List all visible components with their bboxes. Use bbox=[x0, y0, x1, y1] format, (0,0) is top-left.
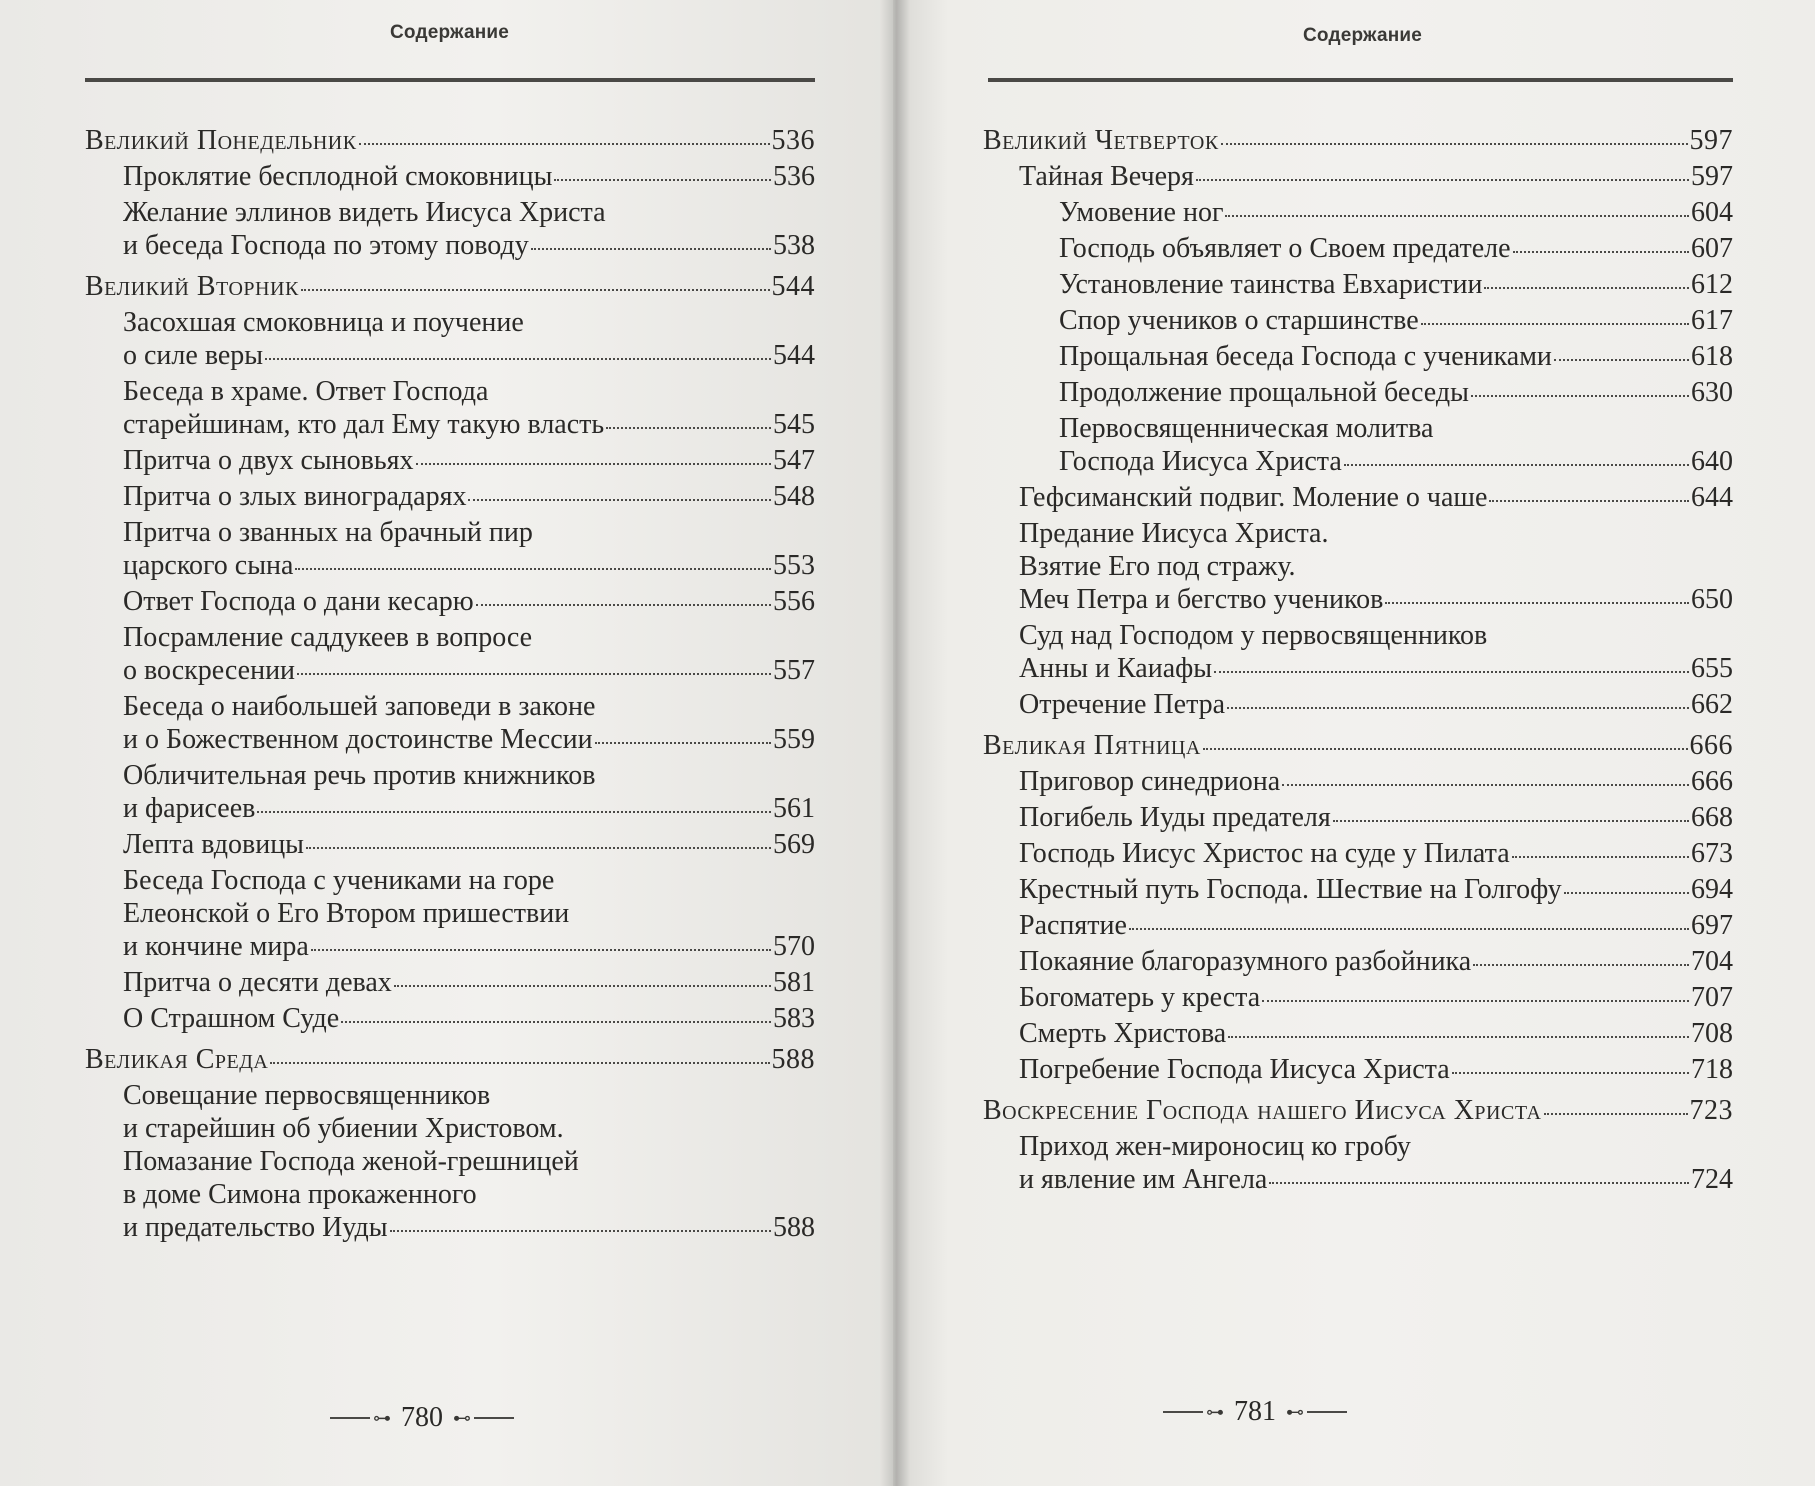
toc-entry-line: Посрамление саддукеев в вопросе bbox=[123, 622, 533, 653]
toc-entry-title: Покаяние благоразумного разбойника bbox=[1019, 946, 1472, 977]
dot-leader bbox=[1473, 964, 1689, 966]
dot-leader bbox=[1385, 602, 1689, 604]
toc-page-number: 544 bbox=[773, 340, 815, 371]
toc-section bbox=[983, 729, 1733, 762]
toc-page-number: 553 bbox=[773, 550, 815, 581]
dot-leader bbox=[311, 949, 771, 951]
dot-leader bbox=[265, 358, 771, 360]
toc-page-number: 694 bbox=[1691, 874, 1733, 905]
toc-entry-title: Погребение Господа Иисуса Христа bbox=[1019, 1054, 1450, 1085]
left-page bbox=[0, 0, 893, 1486]
ornament-right-a: ⊶ bbox=[1163, 1402, 1224, 1423]
toc-entry-title: Спор учеников о старшинстве bbox=[1059, 305, 1419, 336]
toc-entry-title: Распятие bbox=[1019, 910, 1127, 941]
toc-entry-title: и о Божественном достоинстве Мессии bbox=[123, 724, 593, 755]
toc-page-number: 544 bbox=[771, 271, 815, 302]
toc-page-number: 673 bbox=[1691, 838, 1733, 869]
dot-leader bbox=[1471, 395, 1689, 397]
toc-entry-title: Господь Иисус Христос на суде у Пилата bbox=[1019, 838, 1510, 869]
toc-entry-line: Приход жен-мироносиц ко гробу bbox=[1019, 1131, 1411, 1162]
toc-page-number: 561 bbox=[773, 793, 815, 824]
toc-entry-title: Прощальная беседа Господа с учениками bbox=[1059, 341, 1552, 372]
toc-right bbox=[983, 124, 1733, 1196]
toc-entry-title: Погибель Иуды предателя bbox=[1019, 802, 1331, 833]
running-head-right: Содержание bbox=[1303, 25, 1423, 46]
dot-leader bbox=[1225, 215, 1689, 217]
dot-leader bbox=[301, 289, 770, 291]
toc-page-number: 630 bbox=[1691, 377, 1733, 408]
dot-leader bbox=[1262, 1000, 1689, 1002]
toc-entry-title: Великая Пятница bbox=[983, 730, 1201, 761]
dot-leader bbox=[606, 427, 771, 429]
toc-entry-title: Меч Петра и бегство учеников bbox=[1019, 584, 1384, 615]
toc-entry bbox=[85, 375, 815, 441]
toc-page-number: 644 bbox=[1691, 482, 1733, 513]
dot-leader bbox=[1221, 143, 1688, 145]
toc-entry bbox=[983, 765, 1733, 798]
toc-page-number: 666 bbox=[1689, 730, 1733, 761]
toc-page-number: 655 bbox=[1691, 653, 1733, 684]
dot-leader bbox=[595, 742, 771, 744]
toc-entry-line: Засохшая смоковница и поучение bbox=[123, 307, 524, 338]
toc-entry-title: и кончине мира bbox=[123, 931, 309, 962]
toc-entry-title: Приговор синедриона bbox=[1019, 766, 1281, 797]
page-number-left: 780 bbox=[401, 1402, 443, 1433]
toc-entry-title: Анны и Каиафы bbox=[1019, 653, 1213, 684]
toc-entry bbox=[85, 828, 815, 861]
toc-left bbox=[85, 124, 815, 1244]
toc-section bbox=[85, 270, 815, 303]
toc-entry-line: Обличительная речь против книжников bbox=[123, 760, 596, 791]
dot-leader bbox=[468, 499, 771, 501]
toc-entry bbox=[85, 444, 815, 477]
toc-page-number: 538 bbox=[773, 230, 815, 261]
toc-page-number: 650 bbox=[1691, 584, 1733, 615]
toc-entry-title: О Страшном Суде bbox=[123, 1003, 340, 1034]
toc-entry bbox=[983, 481, 1733, 514]
running-head-left: Содержание bbox=[390, 22, 510, 43]
toc-entry-title: Гефсиманский подвиг. Моление о чаше bbox=[1019, 482, 1488, 513]
ornament-right-b: ⊷ bbox=[1286, 1402, 1347, 1423]
dot-leader bbox=[1513, 251, 1689, 253]
toc-entry bbox=[983, 304, 1733, 337]
dot-leader bbox=[1564, 892, 1689, 894]
dot-leader bbox=[306, 847, 771, 849]
toc-entry bbox=[983, 873, 1733, 906]
dot-leader bbox=[297, 673, 771, 675]
toc-entry bbox=[983, 1053, 1733, 1086]
toc-page-number: 640 bbox=[1691, 446, 1733, 477]
dot-leader bbox=[1452, 1072, 1689, 1074]
toc-entry-title: Воскресение Господа нашего Иисуса Христа bbox=[983, 1095, 1542, 1126]
toc-entry-title: Продолжение прощальной беседы bbox=[1059, 377, 1469, 408]
dot-leader bbox=[1228, 1036, 1689, 1038]
book-gutter bbox=[880, 0, 910, 1486]
toc-page-number: 581 bbox=[773, 967, 815, 998]
dot-leader bbox=[1333, 820, 1689, 822]
toc-page-number: 618 bbox=[1691, 341, 1733, 372]
dot-leader bbox=[1554, 359, 1689, 361]
header-rule-left bbox=[85, 78, 815, 82]
toc-entry bbox=[85, 160, 815, 193]
toc-page-number: 588 bbox=[771, 1044, 815, 1075]
toc-entry-title: о силе веры bbox=[123, 340, 264, 371]
toc-entry-title: Установление таинства Евхаристии bbox=[1059, 269, 1483, 300]
toc-page-number: 707 bbox=[1691, 982, 1733, 1013]
toc-page-number: 547 bbox=[773, 445, 815, 476]
dot-leader bbox=[1203, 748, 1688, 750]
toc-page-number: 570 bbox=[773, 931, 815, 962]
header-rule-right bbox=[988, 78, 1733, 82]
toc-entry bbox=[983, 801, 1733, 834]
folio-left bbox=[330, 1402, 514, 1434]
toc-section bbox=[85, 1043, 815, 1076]
toc-entry-line: Помазание Господа женой-грешницей bbox=[123, 1146, 579, 1177]
toc-entry-title: царского сына bbox=[123, 550, 294, 581]
dot-leader bbox=[295, 568, 771, 570]
toc-entry bbox=[85, 306, 815, 372]
dot-leader bbox=[1489, 500, 1689, 502]
toc-page-number: 597 bbox=[1691, 161, 1733, 192]
toc-entry bbox=[85, 864, 815, 963]
toc-entry-line: Совещание первосвященников bbox=[123, 1080, 491, 1111]
toc-entry-title: и фарисеев bbox=[123, 793, 256, 824]
toc-entry-title: Великий Понедельник bbox=[85, 125, 357, 156]
toc-entry-line: Суд над Господом у первосвященников bbox=[1019, 620, 1488, 651]
toc-page-number: 666 bbox=[1691, 766, 1733, 797]
dot-leader bbox=[531, 248, 771, 250]
toc-page-number: 724 bbox=[1691, 1164, 1733, 1195]
toc-entry bbox=[85, 585, 815, 618]
toc-page-number: 718 bbox=[1691, 1054, 1733, 1085]
toc-entry-title: о воскресении bbox=[123, 655, 296, 686]
right-page bbox=[893, 0, 1815, 1486]
toc-entry bbox=[85, 966, 815, 999]
toc-entry-title: старейшинам, кто дал Ему такую власть bbox=[123, 409, 605, 440]
dot-leader bbox=[394, 985, 771, 987]
toc-entry-title: Господь объявляет о Своем предателе bbox=[1059, 233, 1511, 264]
dot-leader bbox=[1269, 1182, 1689, 1184]
toc-entry-title: Умовение ног bbox=[1059, 197, 1224, 228]
toc-entry-title: Ответ Господа о дани кесарю bbox=[123, 586, 474, 617]
dot-leader bbox=[270, 1062, 769, 1064]
toc-entry-title: и беседа Господа по этому поводу bbox=[123, 230, 529, 261]
toc-entry-line: и старейшин об убиении Христовом. bbox=[123, 1113, 564, 1144]
toc-entry-title: Великий Вторник bbox=[85, 271, 299, 302]
dot-leader bbox=[476, 604, 771, 606]
toc-page-number: 559 bbox=[773, 724, 815, 755]
toc-entry bbox=[983, 268, 1733, 301]
folio-right bbox=[1163, 1396, 1347, 1428]
toc-entry-line: Елеонской о Его Втором пришествии bbox=[123, 898, 570, 929]
toc-entry-title: Великий Четверток bbox=[983, 125, 1219, 156]
toc-page-number: 548 bbox=[773, 481, 815, 512]
toc-entry-title: Притча о десяти девах bbox=[123, 967, 392, 998]
toc-page-number: 569 bbox=[773, 829, 815, 860]
toc-page-number: 662 bbox=[1691, 689, 1733, 720]
toc-entry bbox=[983, 196, 1733, 229]
dot-leader bbox=[1484, 287, 1689, 289]
toc-entry-title: и явление им Ангела bbox=[1019, 1164, 1268, 1195]
ornament-left-a: ⊶ bbox=[330, 1408, 391, 1429]
toc-entry bbox=[983, 340, 1733, 373]
toc-entry bbox=[85, 480, 815, 513]
toc-entry-title: Проклятие бесплодной смоковницы bbox=[123, 161, 553, 192]
toc-entry bbox=[983, 837, 1733, 870]
toc-entry bbox=[85, 690, 815, 756]
ornament-left-b: ⊷ bbox=[453, 1408, 514, 1429]
dot-leader bbox=[1227, 707, 1689, 709]
toc-entry bbox=[85, 1079, 815, 1244]
dot-leader bbox=[1512, 856, 1689, 858]
dot-leader bbox=[1544, 1113, 1688, 1115]
toc-entry-title: Тайная Вечеря bbox=[1019, 161, 1194, 192]
dot-leader bbox=[554, 179, 771, 181]
dot-leader bbox=[1344, 464, 1689, 466]
toc-page-number: 557 bbox=[773, 655, 815, 686]
toc-entry bbox=[85, 621, 815, 687]
page-number-right: 781 bbox=[1234, 1396, 1276, 1427]
toc-entry bbox=[85, 516, 815, 582]
dot-leader bbox=[1214, 671, 1689, 673]
toc-page-number: 583 bbox=[773, 1003, 815, 1034]
toc-entry bbox=[983, 981, 1733, 1014]
toc-page-number: 612 bbox=[1691, 269, 1733, 300]
toc-page-number: 697 bbox=[1691, 910, 1733, 941]
dot-leader bbox=[257, 811, 771, 813]
toc-section bbox=[85, 124, 815, 157]
toc-entry-title: Отречение Петра bbox=[1019, 689, 1226, 720]
toc-section bbox=[983, 1094, 1733, 1127]
toc-section bbox=[983, 124, 1733, 157]
toc-entry bbox=[983, 909, 1733, 942]
toc-entry-title: Господа Иисуса Христа bbox=[1059, 446, 1342, 477]
dot-leader bbox=[1129, 928, 1689, 930]
toc-entry-line: в доме Симона прокаженного bbox=[123, 1179, 477, 1210]
toc-entry-line: Притча о званных на брачный пир bbox=[123, 517, 533, 548]
toc-entry bbox=[983, 1130, 1733, 1196]
dot-leader bbox=[416, 463, 771, 465]
toc-page-number: 545 bbox=[773, 409, 815, 440]
toc-entry bbox=[983, 232, 1733, 265]
toc-page-number: 668 bbox=[1691, 802, 1733, 833]
toc-entry bbox=[85, 1002, 815, 1035]
toc-page-number: 597 bbox=[1689, 125, 1733, 156]
toc-entry bbox=[983, 160, 1733, 193]
toc-entry bbox=[983, 517, 1733, 616]
dot-leader bbox=[1282, 784, 1689, 786]
toc-entry-title: Притча о злых виноградарях bbox=[123, 481, 467, 512]
toc-page-number: 723 bbox=[1689, 1095, 1733, 1126]
toc-page-number: 588 bbox=[773, 1212, 815, 1243]
toc-entry bbox=[85, 759, 815, 825]
toc-entry bbox=[983, 376, 1733, 409]
toc-entry-line: Беседа Господа с учениками на горе bbox=[123, 865, 555, 896]
toc-entry bbox=[85, 196, 815, 262]
toc-entry-title: Великая Среда bbox=[85, 1044, 269, 1075]
toc-page-number: 708 bbox=[1691, 1018, 1733, 1049]
toc-entry-line: Беседа в храме. Ответ Господа bbox=[123, 376, 489, 407]
toc-page-number: 617 bbox=[1691, 305, 1733, 336]
toc-entry bbox=[983, 619, 1733, 685]
dot-leader bbox=[359, 143, 770, 145]
dot-leader bbox=[1421, 323, 1689, 325]
toc-entry-line: Беседа о наибольшей заповеди в законе bbox=[123, 691, 596, 722]
toc-page-number: 536 bbox=[771, 125, 815, 156]
toc-entry-line: Желание эллинов видеть Иисуса Христа bbox=[123, 197, 606, 228]
toc-entry-title: Крестный путь Господа. Шествие на Голгофу bbox=[1019, 874, 1562, 905]
toc-page-number: 604 bbox=[1691, 197, 1733, 228]
dot-leader bbox=[1196, 179, 1689, 181]
toc-page-number: 536 bbox=[773, 161, 815, 192]
toc-entry-line: Первосвященническая молитва bbox=[1059, 413, 1434, 444]
toc-entry-title: и предательство Иуды bbox=[123, 1212, 388, 1243]
toc-page-number: 556 bbox=[773, 586, 815, 617]
dot-leader bbox=[341, 1021, 771, 1023]
toc-entry-line: Предание Иисуса Христа. bbox=[1019, 518, 1329, 549]
toc-entry-title: Лепта вдовицы bbox=[123, 829, 304, 860]
toc-page-number: 704 bbox=[1691, 946, 1733, 977]
toc-entry bbox=[983, 688, 1733, 721]
toc-entry bbox=[983, 1017, 1733, 1050]
toc-entry-title: Смерть Христова bbox=[1019, 1018, 1227, 1049]
dot-leader bbox=[390, 1230, 771, 1232]
toc-entry-title: Богоматерь у креста bbox=[1019, 982, 1261, 1013]
toc-page-number: 607 bbox=[1691, 233, 1733, 264]
toc-entry-title: Притча о двух сыновьях bbox=[123, 445, 414, 476]
toc-entry bbox=[983, 412, 1733, 478]
toc-entry bbox=[983, 945, 1733, 978]
toc-entry-line: Взятие Его под стражу. bbox=[1019, 551, 1296, 582]
